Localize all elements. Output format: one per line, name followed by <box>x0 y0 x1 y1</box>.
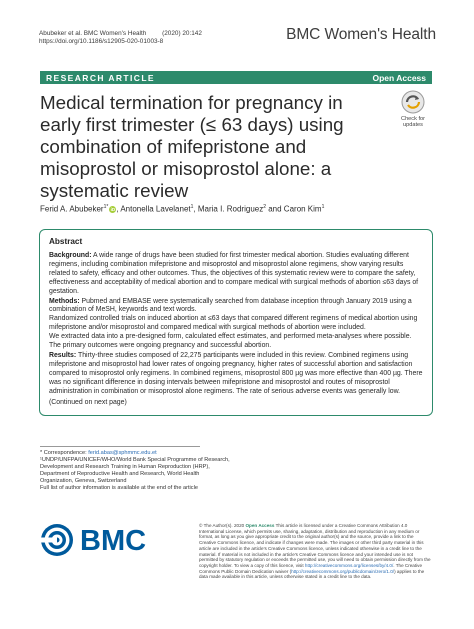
doi-link[interactable]: https://doi.org/10.1186/s12905-020-01003-8 <box>39 38 164 46</box>
affiliation-line: ¹UNDP/UNFPA/UNICEF/WHO/World Bank Special Programme of Research, <box>40 457 230 464</box>
check-updates-line1: Check for <box>401 116 425 122</box>
author-name: Caron Kim <box>283 204 322 214</box>
methods-label: Methods: <box>49 297 80 305</box>
footnote-divider <box>40 446 200 447</box>
background-text: A wide range of drugs have been studied for first trimester medical abortion. Studies evaluating different regimens, including combination mifepristone and misoprostol and misoprostol alone regimens, show varying results related to safety, efficacy and other outcomes. Thus, the objectives of this systematic review were to compare the safety, effectiveness and acceptability of medical abortion and to compare medical with surgical methods of abortion ≤63 days of gestation. <box>49 252 419 295</box>
affiliation-line: Department of Reproductive Health and Research, World Health <box>40 471 200 478</box>
bmc-logo <box>40 523 152 562</box>
license-body: This article is licensed under a Creative Commons Attribution 4.0 International License, which permits use, sharing, adaptation, distribution and reproduction in any medium or format, as long as you give appropriate credit to the original author(s) and the source, provide a link to the Creative Commons licence, and indicate if changes were made. The images or other third party material in this article are included in the article's Creative Commons licence, unless indicated otherwise in a credit line to the material. If material is not included in the article's Creative Commons licence and your intended use is not permitted by statutory regulation or exceeds the permitted use, you will need to obtain permission directly from the copyright holder. To view a copy of this licence, visit <box>199 523 431 568</box>
results-text: Thirty-three studies composed of 22,275 participants were included in this review. Combined regimens using mifepristone and misoprostol had lower rates of ongoing pregnancy, higher rates of successful abortion and satisfaction compared to misoprostol only regimens. In combined regimens, misoprostol 800 µg was more effective than 400 µg. There was no significant difference in dosing intervals between mifepristone and misoprostol and routes of misoprostol administration in combination or misoprostol alone regimens. The rate of serious adverse events was generally low. <box>49 351 423 395</box>
article-title: Medical termination for pregnancy in early first trimester (≤ 63 days) using combination of mifepristone and misoprostol or misoprostol alone: a systematic review <box>40 92 344 201</box>
citation-year-volume: (2020) 20:142 <box>162 30 202 37</box>
full-author-info-note: Full list of author information is available at the end of the article <box>40 485 198 492</box>
license-text <box>199 523 431 580</box>
abstract-background <box>49 252 423 297</box>
author-affiliation: 2 <box>263 204 266 210</box>
footnotes <box>40 450 240 493</box>
background-label: Background: <box>49 252 92 259</box>
affiliation-line: Development and Research Training in Human Reproduction (HRP), <box>40 464 210 471</box>
copyright-prefix: © The Author(s). 2020 <box>199 523 246 528</box>
open-access-tag: Open Access <box>245 523 275 528</box>
check-for-updates-icon <box>401 90 425 114</box>
abstract-methods-3: We extracted data into a pre-designed form, calculated effect estimates, and performed meta-analyses where possible. The primary outcomes were ongoing pregnancy and successful abortion. <box>49 333 412 350</box>
author-name: Maria I. Rodriguez <box>197 204 264 214</box>
journal-name: BMC Women's Health <box>286 26 436 43</box>
abstract-results <box>49 352 423 397</box>
article-type-label: RESEARCH ARTICLE <box>46 72 155 83</box>
author-affiliation: 1* <box>103 204 109 210</box>
license-body-2: . The Creative Commons Public Domain Dedication waiver ( <box>199 562 423 574</box>
results-label: Results: <box>49 351 77 359</box>
bmc-logo-graphic <box>40 523 152 557</box>
correspondence-label: * Correspondence: <box>40 450 89 456</box>
author-affiliation: 1 <box>321 204 325 210</box>
check-updates-line2: updates <box>403 122 423 129</box>
author-list: Ferid A. Abubeker$^{1*}$ iD, Antonella Lavelanet$^1$, Maria I. Rodriguez$^2$ and Caron Kim$^1$ <box>40 204 325 214</box>
license-body-3: ) applies to the data made available in this article, unless otherwise stated in a credit line to the data. <box>199 568 425 580</box>
orcid-icon[interactable]: iD <box>110 206 116 212</box>
cc0-link[interactable]: http://creativecommons.org/publicdomain/zero/1.0/ <box>291 568 395 574</box>
citation-authors: Abubeker et al. BMC Women's Health <box>39 30 147 37</box>
author-name: Ferid A. Abubeker <box>40 204 104 214</box>
article-type-ribbon <box>40 71 432 84</box>
affiliation-line: Organization, Geneva, Switzerland <box>40 478 127 485</box>
methods-text: Pubmed and EMBASE were systematically searched from database inception through January 2019 using a combination of MeSH, keywords and text words. <box>49 297 412 314</box>
correspondence <box>40 450 240 457</box>
abstract-methods <box>49 298 423 316</box>
abstract-methods-2: Randomized controlled trials on induced abortion at ≤63 days that compared different regimens of medical abortion using mifepristone and/or misoprostol and compared medical with surgical methods of abortion were included. <box>49 315 418 332</box>
abstract-box <box>39 229 433 416</box>
author-affiliation: 1 <box>190 204 194 210</box>
bmc-logo-text: BMC <box>80 525 147 557</box>
correspondence-email[interactable]: ferid.abas@sphmmc.edu.et <box>88 450 157 456</box>
check-for-updates-badge[interactable] <box>396 90 430 129</box>
citation-block <box>39 30 202 47</box>
open-access-label: Open Access <box>372 72 426 83</box>
cc-by-link[interactable]: http://creativecommons.org/licenses/by/4.0/ <box>304 562 394 568</box>
abstract-heading: Abstract <box>49 237 83 246</box>
continued-note: (Continued on next page) <box>49 398 127 406</box>
author-name: Antonella Lavelanet <box>120 204 191 214</box>
